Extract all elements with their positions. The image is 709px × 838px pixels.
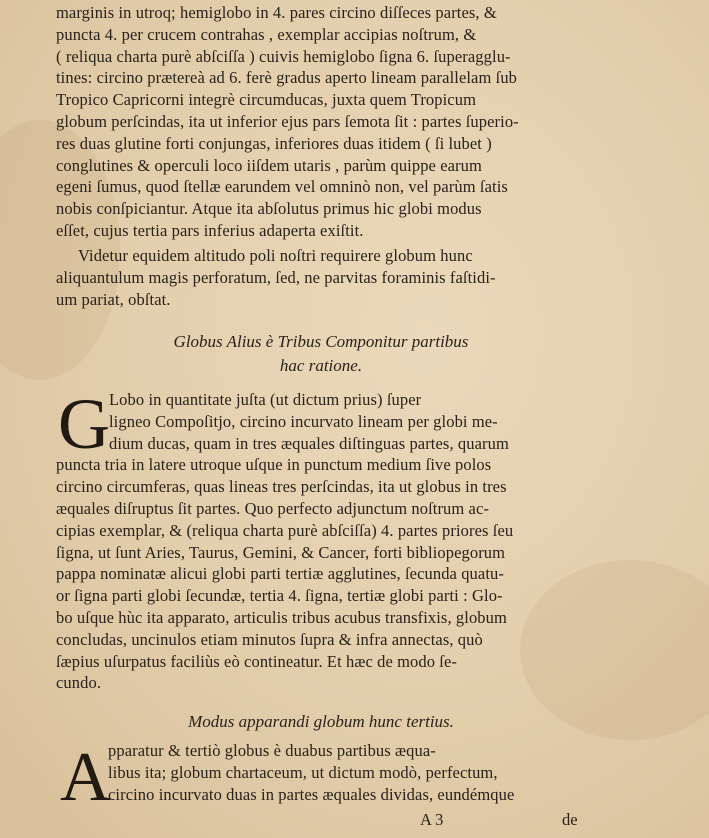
text-line: ligneo Compoſitjo, circino incurvato lineam per globi me-	[109, 411, 498, 431]
page-footer	[0, 806, 709, 836]
drop-cap-a: A	[60, 739, 111, 816]
text-line: nobis conſpiciantur. Atque ita abſolutus primus hic globi modus	[56, 199, 482, 219]
second-paragraph	[56, 245, 586, 310]
text-line: marginis in utroq; hemiglobo in 4. pares circino diſſeces partes, &	[56, 3, 497, 22]
top-paragraph	[56, 2, 586, 242]
text-line: bo uſque hùc ita apparato, articulis tribus acubus transfixis, globum	[56, 607, 507, 627]
text-line: Videtur equidem altitudo poli noſtri requirere globum hunc	[78, 246, 473, 265]
text-line: Tropico Capricorni integrè circumducas, juxta quem Tropicum	[56, 90, 477, 110]
section-3-text	[56, 740, 586, 805]
text-line: ( reliqua charta purè abſciſſa ) cuivis hemiglobo ſigna 6. ſuperagglu-	[56, 46, 511, 66]
heading-2-line-1: Modus apparandi globum hunc tertius.	[188, 712, 454, 731]
text-line: puncta 4. per crucem contrahas , exemplar accipias noſtrum, &	[56, 24, 477, 44]
text-line: Lobo in quantitate juſta (ut dictum prius) ſuper	[109, 390, 422, 409]
text-line: egeni ſumus, quod ſtellæ earundem vel omninò non, vel parùm ſatis	[56, 177, 508, 197]
section-heading-1	[56, 330, 586, 378]
section-2-text	[56, 384, 586, 694]
text-line: ſæpius uſurpatus faciliùs eò contineatur. Et hæc de modo ſe-	[56, 651, 458, 671]
text-line: concludas, uncinulos etiam minutos ſupra & infra annectas, quò	[56, 629, 483, 649]
text-line: cundo.	[56, 673, 102, 693]
heading-1-line-2: hac ratione.	[279, 356, 363, 375]
text-line: cipias exemplar, & (reliqua charta purè abſciſſa) 4. partes priores ſeu	[56, 520, 514, 540]
text-line: pparatur & tertiò globus è duabus partibus æqua-	[108, 741, 436, 760]
section-heading-2	[56, 710, 586, 734]
text-line: ſigna, ut ſunt Aries, Taurus, Gemini, & Cancer, forti bibliopegorum	[56, 542, 506, 562]
text-line: globum perſcindas, ita ut inferior ejus pars ſemota ſit : partes ſuperio-	[56, 111, 519, 131]
text-line: æquales diſruptus ſit partes. Quo perfecto adjunctum noſtrum ac-	[56, 498, 489, 518]
text-line: aliquantulum magis perforatum, ſed, ne parvitas foraminis faſtidi-	[56, 267, 496, 287]
text-line: puncta tria in latere utroque uſque in punctum medium ſive polos	[56, 455, 492, 475]
text-line: or ſigna parti globi ſecundæ, tertia 4. ſigna, tertiæ globi parti : Glo-	[56, 586, 503, 606]
text-line: pappa nominatæ alicui globi parti tertiæ agglutines, ſecunda quatu-	[56, 564, 504, 584]
text-line: dium ducas, quam in tres æquales diſtinguas partes, quarum	[109, 433, 509, 453]
drop-cap-g: G	[58, 384, 110, 464]
text-line: um pariat, obſtat.	[56, 289, 171, 309]
heading-1-line-1: Globus Alius è Tribus Componitur partibus	[173, 332, 469, 351]
text-line: conglutines & operculi loco iiſdem utaris , parùm quippe earum	[56, 155, 482, 175]
text-line: res duas glutine forti conjungas, inferiores duas itidem ( ſi lubet )	[56, 133, 492, 153]
text-line: libus ita; globum chartaceum, ut dictum modò, perfectum,	[108, 762, 498, 782]
signature-mark: A 3	[420, 810, 444, 829]
text-line: circino circumferas, quas lineas tres perſcindas, ita ut globus in tres	[56, 477, 507, 497]
catchword: de	[562, 810, 578, 829]
text-line: circino incurvato duas in partes æquales dividas, eundémque	[108, 784, 515, 804]
text-line: tines: circino prætereà ad 6. ferè gradus aperto lineam parallelam ſub	[56, 68, 518, 88]
text-line: eſſet, cujus tertia pars inferius adaperta exiſtit.	[56, 220, 364, 240]
